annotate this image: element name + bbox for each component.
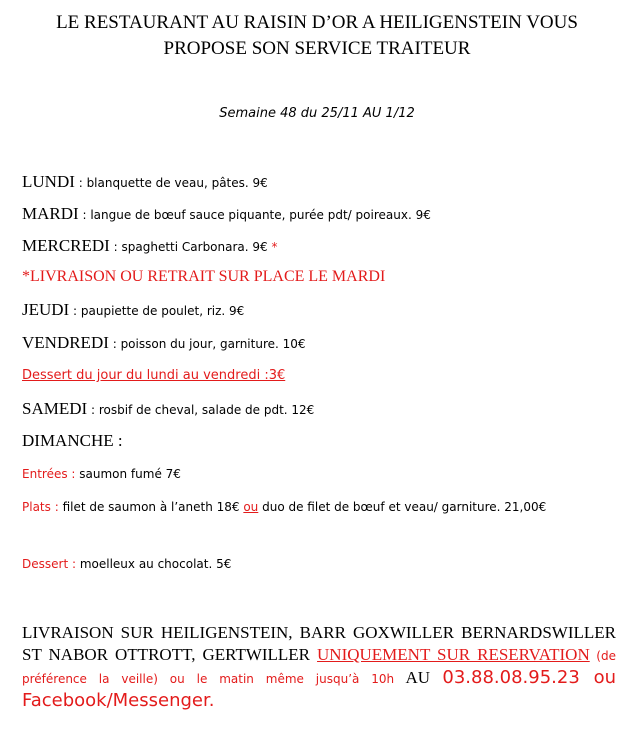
au-text: AU [394, 668, 443, 687]
entrees-label: Entrées : [22, 467, 80, 481]
day-label: MARDI [22, 204, 79, 223]
menu-entrees [22, 463, 181, 482]
livraison-note: *LIVRAISON OU RETRAIT SUR PLACE LE MARDI [22, 268, 386, 285]
asterisk: * [267, 240, 278, 254]
menu-plats [22, 496, 614, 518]
dish-text: poisson du jour, garniture. 10€ [120, 337, 306, 351]
menu-samedi: SAMEDI : rosbif de cheval, salade de pdt. 12€ [22, 399, 315, 418]
day-label: LUNDI [22, 172, 75, 191]
delivery-towns: LIVRAISON SUR HEILIGENSTEIN, BARR GOXWILLER BERNARDSWILLER ST NABOR OTTROTT, GERTWILLER [22, 623, 616, 664]
dish-text: duo de filet de bœuf et veau/ garniture. 21,00€ [258, 500, 547, 514]
contact-info: 03.88.08.95.23 ou Facebook/Messenger. [22, 667, 616, 711]
day-label: MERCREDI [22, 236, 110, 255]
menu-mardi: MARDI : langue de bœuf sauce piquante, purée pdt/ poireaux. 9€ [22, 204, 431, 223]
dessert-semaine: Dessert du jour du lundi au vendredi :3€ [22, 368, 286, 383]
title-line-1: LE RESTAURANT AU RAISIN D’OR A HEILIGENSTEIN VOUS [56, 12, 578, 33]
menu-lundi: LUNDI : blanquette de veau, pâtes. 9€ [22, 172, 268, 191]
dish-text: blanquette de veau, pâtes. 9€ [86, 176, 268, 190]
delivery-info [22, 622, 616, 712]
dessert-label: Dessert : [22, 557, 80, 571]
menu-dessert [22, 553, 231, 572]
day-label: JEUDI [22, 300, 70, 319]
dish-text: langue de bœuf sauce piquante, purée pdt/ poireaux. 9€ [90, 208, 431, 222]
dish-text: rosbif de cheval, salade de pdt. 12€ [98, 403, 315, 417]
dish-text: filet de saumon à l’aneth 18€ [62, 500, 244, 514]
title-line-2: PROPOSE SON SERVICE TRAITEUR [163, 38, 471, 59]
dish-text: spaghetti Carbonara. 9€ [121, 240, 268, 254]
day-label: VENDREDI [22, 333, 109, 352]
dish-text: saumon fumé 7€ [79, 467, 181, 481]
reservation-note: (de préférence la veille) ou le matin même jusqu’à 10h [22, 649, 616, 686]
dish-text: paupiette de poulet, riz. 9€ [80, 304, 245, 318]
menu-vendredi: VENDREDI : poisson du jour, garniture. 10€ [22, 333, 306, 352]
menu-jeudi: JEUDI : paupiette de poulet, riz. 9€ [22, 300, 245, 319]
day-label: SAMEDI [22, 399, 88, 418]
week-dates: Semaine 48 du 25/11 AU 1/12 [219, 106, 415, 121]
menu-dimanche: DIMANCHE : [22, 431, 123, 450]
ou-word: ou [243, 500, 259, 514]
menu-mercredi: MERCREDI : spaghetti Carbonara. 9€ * [22, 236, 278, 255]
plats-label: Plats : [22, 500, 63, 514]
dish-text: moelleux au chocolat. 5€ [79, 557, 232, 571]
reservation-notice: UNIQUEMENT SUR RESERVATION [317, 645, 590, 664]
